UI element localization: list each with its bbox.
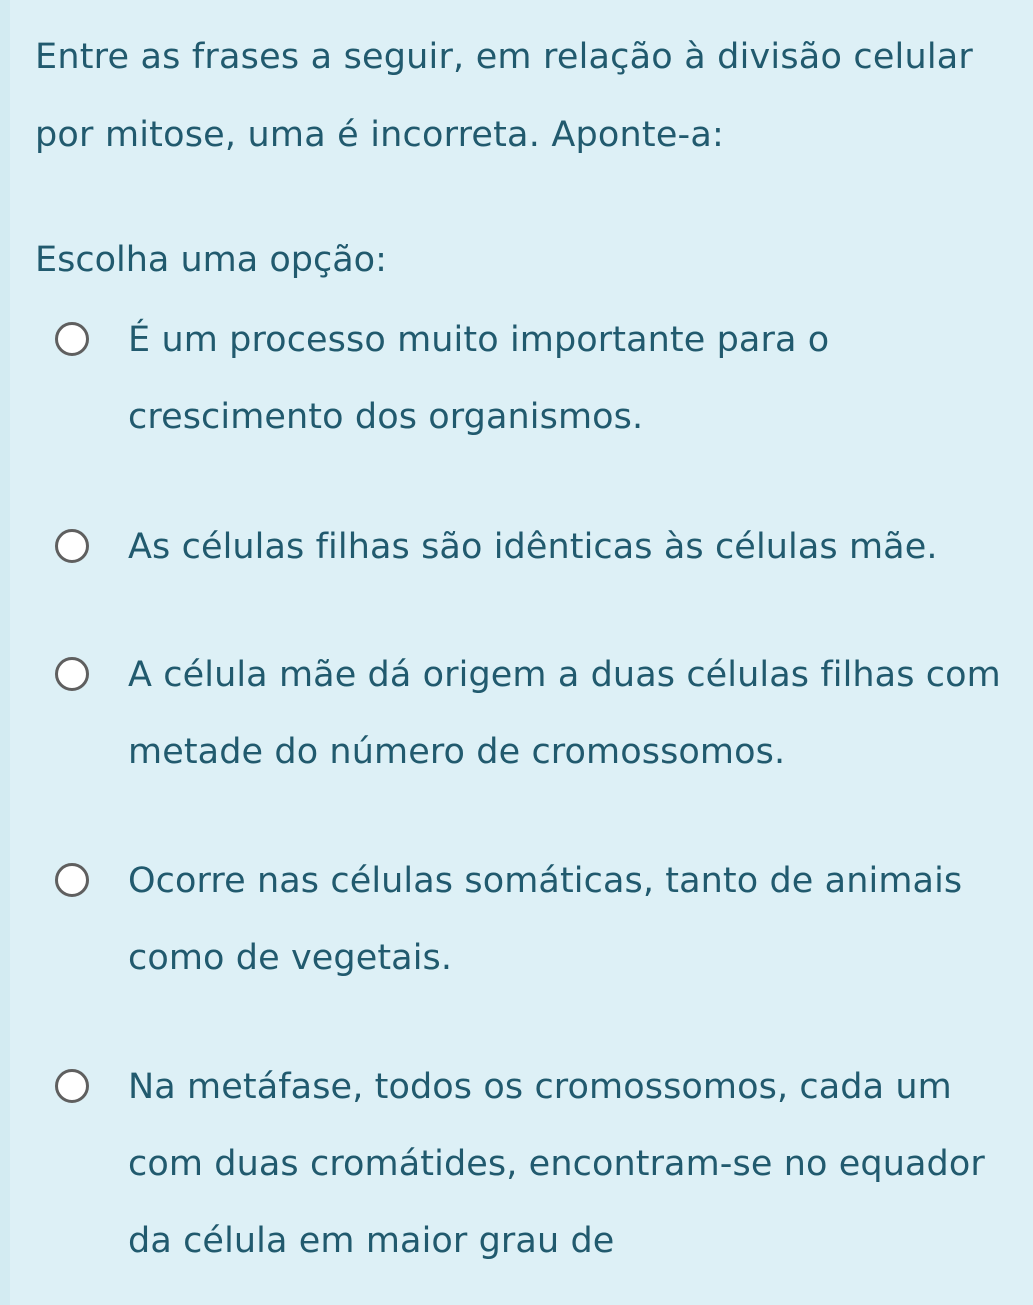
choose-option-label: Escolha uma opção: bbox=[35, 240, 387, 280]
radio-button-icon[interactable] bbox=[55, 1069, 89, 1103]
options-list bbox=[10, 0, 1033, 1305]
option-label: É um processo muito importante para o crescimento dos organismos. bbox=[128, 320, 830, 437]
option-label: Na metáfase, todos os cromossomos, cada um com duas cromátides, encontram-se no equador da célula em maior grau de bbox=[128, 1067, 985, 1261]
radio-button-icon[interactable] bbox=[55, 322, 89, 356]
radio-button-icon[interactable] bbox=[55, 863, 89, 897]
radio-button-icon[interactable] bbox=[55, 657, 89, 691]
radio-button-icon[interactable] bbox=[55, 529, 89, 563]
question-text: Entre as frases a seguir, em relação à divisão celular por mitose, uma é incorreta. Aponte-a: bbox=[35, 37, 974, 155]
option-label: Ocorre nas células somáticas, tanto de animais como de vegetais. bbox=[128, 861, 963, 978]
option-label: As células filhas são idênticas às células mãe. bbox=[128, 527, 938, 567]
option-label: A célula mãe dá origem a duas células filhas com metade do número de cromossomos. bbox=[128, 655, 1001, 772]
